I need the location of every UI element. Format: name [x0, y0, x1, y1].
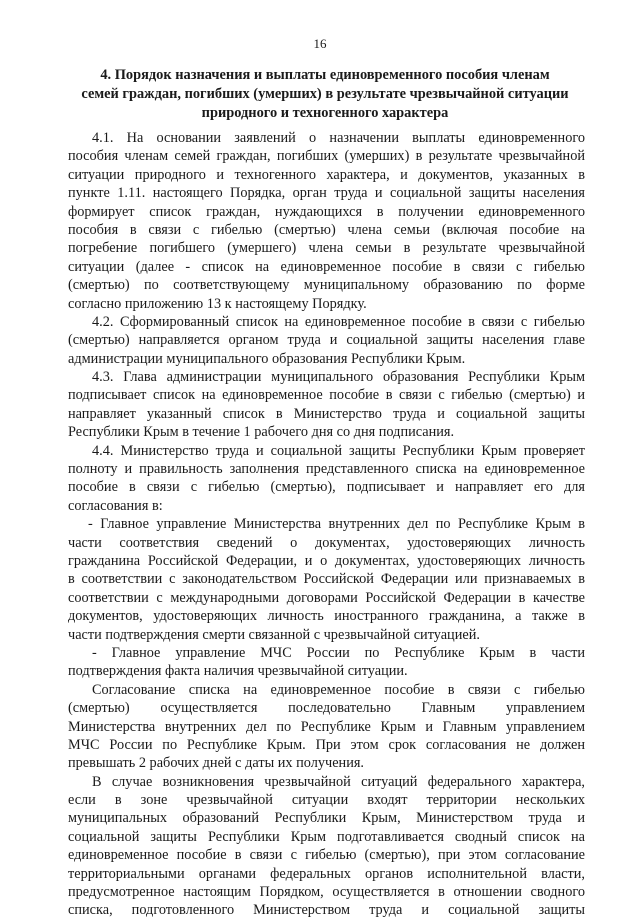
text-line: подтверждения факта наличия чрезвычайной ситуации. [68, 663, 408, 680]
section-heading [70, 66, 580, 123]
text-line: МЧС России по Республике Крым. При этом срок согласования не должен [68, 736, 585, 753]
text-line: предусмотренное настоящим Порядком, осуществляется в отношении сводного [68, 884, 585, 901]
text-line: полноту и правильность заполнения представленного списка на единовременное [68, 461, 585, 478]
text-line: территориальными органами федеральных органов исполнительной власти, [68, 865, 585, 882]
text-line: социальной защиты Республики Крым подготавливается сводный список на [68, 828, 585, 845]
text-line: - Главное управление Министерства внутренних дел по Республике Крым в [88, 516, 585, 533]
text-line: 4.3. Глава администрации муниципального образования Республики Крым [92, 369, 585, 386]
text-line: списка, подготовленного Министерством труда и социальной защиты [68, 902, 585, 919]
text-line: В случае возникновения чрезвычайной ситуаций федерального характера, [92, 773, 585, 790]
text-line: документов, удостоверяющих личность иностранного гражданина, а также в [68, 608, 585, 625]
text-line: (смертью) осуществляется последовательно Главным управлением [68, 700, 585, 717]
text-line: в соответствии с законодательством Российской Федерации или признаваемых в [68, 571, 585, 588]
paragraph [68, 313, 585, 368]
paragraph [68, 368, 585, 442]
paragraph [68, 681, 585, 773]
text-line: формирует список граждан, нуждающихся в получении единовременного [68, 203, 585, 220]
text-line: гражданина Российской Федерации, и о документах, удостоверяющих личность [68, 552, 585, 569]
text-line: согласно приложению 13 к настоящему Порядку. [68, 295, 367, 312]
text-line: 4.4. Министерство труда и социальной защиты Республики Крым проверяет [92, 442, 585, 459]
text-line: Министерства внутренних дел по Республике Крым и Главным управлением [68, 718, 585, 735]
paragraph [68, 129, 585, 313]
text-line: пособия членам семей граждан, погибших (умерших) в результате чрезвычайной [68, 148, 585, 165]
text-line: муниципальных образований Республики Крым, Министерством труда и [68, 810, 585, 827]
text-line: части подтверждения смерти связанной с чрезвычайной ситуацией. [68, 626, 480, 643]
paragraph [68, 515, 585, 644]
paragraph [68, 442, 585, 516]
text-line: подписывает список на единовременное пособие в связи с гибелью (смертью) и [68, 387, 585, 404]
text-line: превышать 2 рабочих дней с даты их получения. [68, 755, 365, 772]
page-number: 16 [313, 36, 327, 51]
text-line: ситуации (далее - список на единовременное пособие в связи с гибелью [68, 258, 585, 275]
text-line: погребение погибшего (умершего) члена семьи в результате чрезвычайной [68, 240, 585, 257]
text-line: части соответствия сведений о документах, удостоверяющих личность [68, 534, 585, 551]
heading-line: 4. Порядок назначения и выплаты единовременного пособия членам [100, 67, 550, 83]
text-line: Согласование списка на единовременное пособие в связи с гибелью [92, 681, 585, 698]
text-line: - Главное управление МЧС России по Республике Крым в части [92, 644, 585, 661]
text-line: соответствии с международными договорами Российской Федерации в качестве [68, 589, 585, 606]
text-line: единовременное пособие в связи с гибелью (смертью), при этом согласование [68, 847, 585, 864]
text-line: 4.1. На основании заявлений о назначении выплаты единовременного [92, 130, 585, 146]
text-line: направляет указанный список в Министерство труда и социальной защиты [68, 405, 585, 422]
heading-line: семей граждан, погибших (умерших) в результате чрезвычайной ситуации [81, 86, 569, 102]
text-line: если в зоне чрезвычайной ситуации входят территории нескольких [68, 792, 585, 809]
paragraph [68, 644, 585, 681]
text-line: 4.2. Сформированный список на единовременное пособие в связи с гибелью [92, 313, 585, 330]
text-line: администрации муниципального образования Республики Крым. [68, 350, 466, 367]
text-line: Республики Крым в течение 1 рабочего дня со дня подписания. [68, 424, 455, 441]
text-line: пункте 1.11. настоящего Порядка, орган труда и социальной защиты населения [68, 185, 585, 202]
text-line: (смертью) направляется органом труда и социальной защиты населения главе [68, 332, 585, 349]
text-line: ситуации природного и техногенного характера, и документов, указанных в [68, 166, 585, 183]
text-line: (смертью) по соответствующему муниципальному образованию по форме [68, 277, 585, 294]
text-line: пособия в связи с гибелью (смертью) члена семьи (включая пособие на [68, 221, 585, 238]
text-line: согласования в: [68, 497, 163, 514]
heading-line: природного и техногенного характера [201, 105, 449, 121]
text-line: пособие в связи с гибелью (смертью), подписывает и направляет его для [68, 479, 585, 496]
document-body [68, 129, 585, 920]
